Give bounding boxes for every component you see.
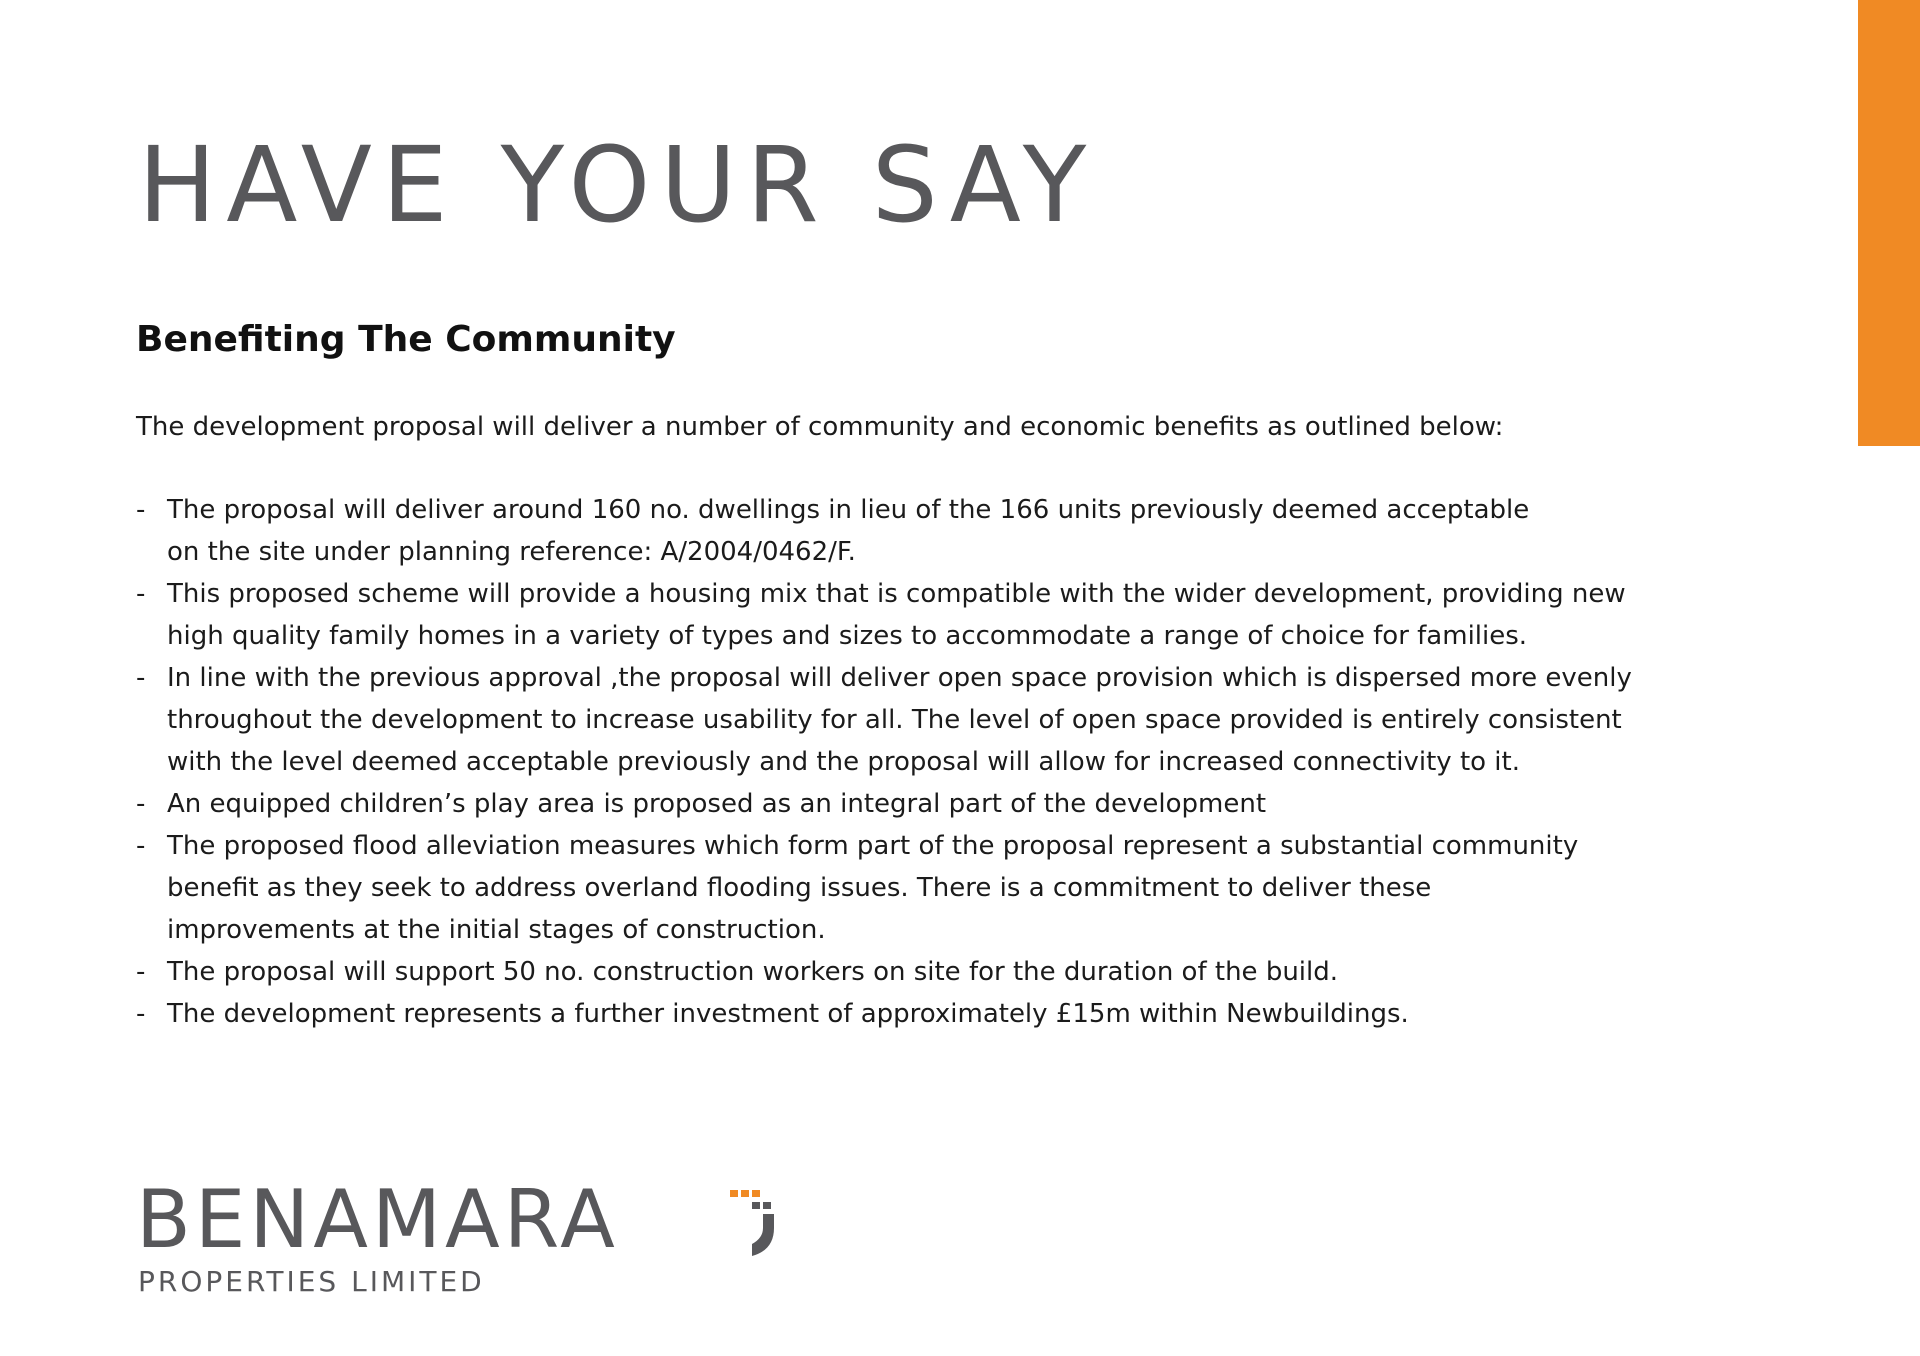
benefit-list: [136, 489, 1776, 1035]
logo-mark-dot: [752, 1202, 760, 1209]
benefit-item: [136, 573, 1776, 657]
company-logo: [136, 1173, 796, 1300]
benefit-text-line: The proposed flood alleviation measures which form part of the proposal represent a substantial community: [167, 831, 1579, 861]
benefit-text-line: The proposal will support 50 no. construction workers on site for the duration of the build.: [167, 957, 1339, 987]
benefit-bullet: -: [136, 831, 146, 861]
benefit-bullet: -: [136, 579, 146, 609]
benefit-text-line: This proposed scheme will provide a housing mix that is compatible with the wider development, providing new: [167, 579, 1626, 609]
logo-tagline: PROPERTIES LIMITED: [138, 1265, 485, 1298]
benefit-bullet: -: [136, 789, 146, 819]
logo-mark-hook: [752, 1214, 774, 1256]
logo-mark-dot: [763, 1202, 771, 1209]
benefit-text-line: high quality family homes in a variety of types and sizes to accommodate a range of choice for families.: [167, 621, 1528, 651]
benefit-text-line: The development represents a further investment of approximately £15m within Newbuildings.: [167, 999, 1409, 1029]
benefit-bullet: -: [136, 999, 146, 1029]
benefit-item: [136, 657, 1776, 783]
page-title: HAVE YOUR SAY: [138, 124, 1097, 246]
logo-mark-dot: [752, 1190, 760, 1197]
benefit-item: [136, 489, 1776, 573]
benefit-item: [136, 783, 1776, 825]
benefit-text: [167, 825, 1776, 951]
intro-text: The development proposal will deliver a number of community and economic benefits as outlined below:: [136, 412, 1504, 442]
benefit-item: [136, 951, 1776, 993]
benefit-text: [167, 993, 1776, 1035]
logo-wordmark: BENAMARA: [136, 1173, 619, 1266]
benefit-text-line: benefit as they seek to address overland flooding issues. There is a commitment to deliver these: [167, 873, 1432, 903]
benefit-text-line: on the site under planning reference: A/2004/0462/F.: [167, 537, 856, 567]
benefit-item: [136, 825, 1776, 951]
benefit-text: [167, 573, 1776, 657]
benefit-bullet: -: [136, 957, 146, 987]
benefit-text: [167, 783, 1776, 825]
logo-mark-dot: [741, 1190, 749, 1197]
benefit-bullet: -: [136, 495, 146, 525]
benefit-item: [136, 993, 1776, 1035]
benefit-text: [167, 489, 1776, 573]
logo-mark-dot: [730, 1190, 738, 1197]
section-heading: Benefiting The Community: [136, 319, 676, 360]
benefit-bullet: -: [136, 663, 146, 693]
benefit-text-line: An equipped children’s play area is proposed as an integral part of the development: [167, 789, 1267, 819]
benefit-text-line: with the level deemed acceptable previously and the proposal will allow for increased connectivity to it.: [167, 747, 1520, 777]
accent-bar: [1858, 0, 1920, 446]
benamara-mark-icon: [728, 1188, 780, 1258]
benefit-text-line: throughout the development to increase usability for all. The level of open space provided is entirely consistent: [167, 705, 1622, 735]
benefit-text: [167, 951, 1776, 993]
benefit-text-line: In line with the previous approval ,the proposal will deliver open space provision which is dispersed more evenly: [167, 663, 1632, 693]
benefit-text-line: The proposal will deliver around 160 no. dwellings in lieu of the 166 units previously deemed acceptable: [167, 495, 1530, 525]
benefit-text-line: improvements at the initial stages of construction.: [167, 915, 826, 945]
benefit-text: [167, 657, 1776, 783]
